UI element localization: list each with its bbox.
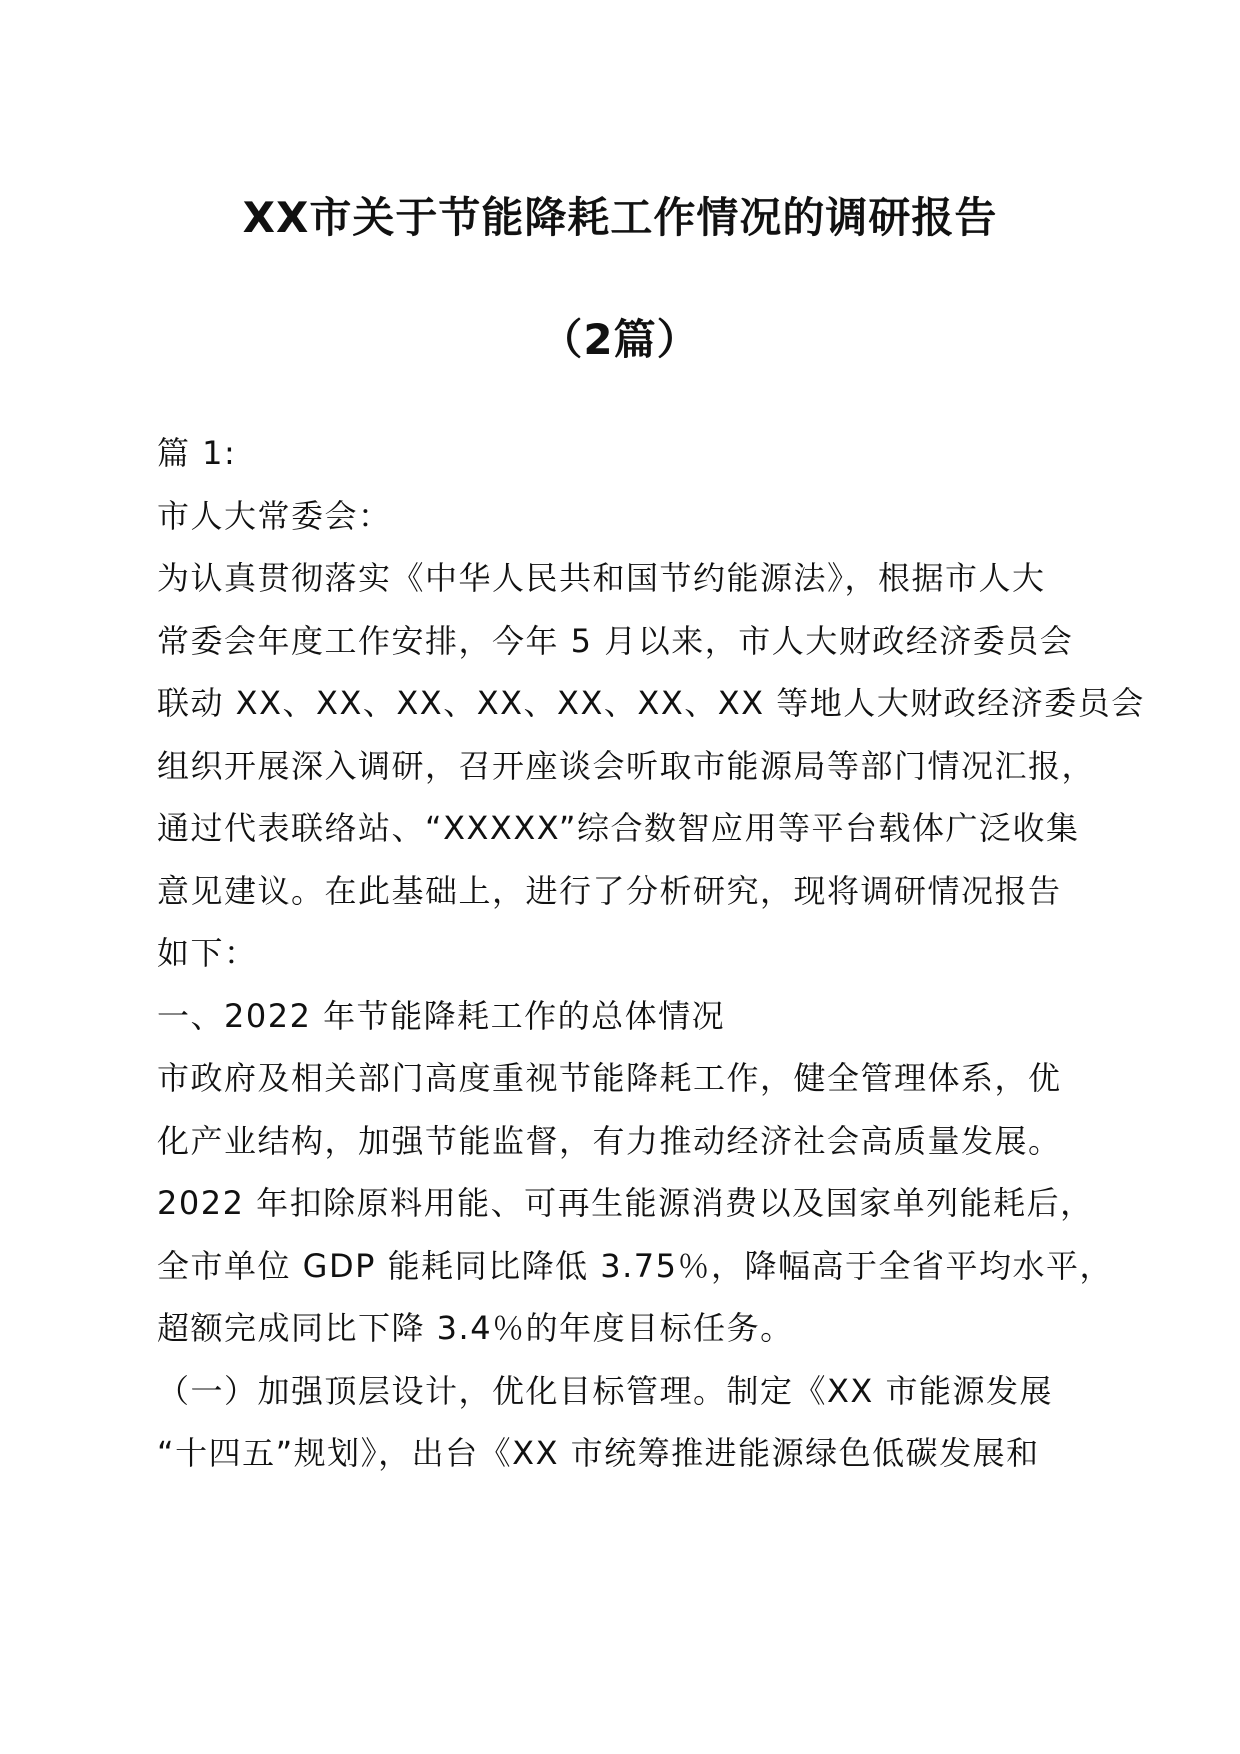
salutation: 市人大常委会： (157, 496, 392, 535)
section-heading: 一、2022 年节能降耗工作的总体情况 (157, 996, 726, 1035)
body-line: 组织开展深入调研，召开座谈会听取市能源局等部门情况汇报， (157, 746, 1096, 785)
body-line: 如下： (157, 934, 258, 972)
section-label: 篇 1: (157, 434, 237, 472)
body-line: 超额完成同比下降 3.4％的年度目标任务。 (157, 1309, 794, 1347)
body-line: 市政府及相关部门高度重视节能降耗工作，健全管理体系，优 (157, 1059, 1062, 1097)
body-line: 全市单位 GDP 能耗同比降低 3.75％，降幅高于全省平均水平， (157, 1246, 1114, 1285)
body-line: 联动 XX、XX、XX、XX、XX、XX、XX 等地人大财政经济委员会 (157, 684, 1145, 722)
body-line: 意见建议。在此基础上，进行了分析研究，现将调研情况报告 (157, 871, 1062, 910)
body-line: 化产业结构，加强节能监督，有力推动经济社会高质量发展。 (157, 1121, 1062, 1160)
body-line: 2022 年扣除原料用能、可再生能源消费以及国家单列能耗后， (157, 1184, 1094, 1222)
body-line: 通过代表联络站、“XXXXX”综合数智应用等平台载体广泛收集 (157, 809, 1080, 847)
body-line: 为认真贯彻落实《中华人民共和国节约能源法》，根据市人大 (157, 559, 1046, 597)
document-subtitle: （2篇） (540, 315, 700, 364)
document-body (157, 422, 1145, 1485)
body-line: （一）加强顶层设计，优化目标管理。制定《XX 市能源发展 (157, 1371, 1054, 1410)
body-line: “十四五”规划》，出台《XX 市统筹推进能源绿色低碳发展和 (157, 1434, 1040, 1472)
body-line: 常委会年度工作安排，今年 5 月以来，市人大财政经济委员会 (157, 621, 1074, 660)
document-title: XX市关于节能降耗工作情况的调研报告 (242, 193, 998, 242)
